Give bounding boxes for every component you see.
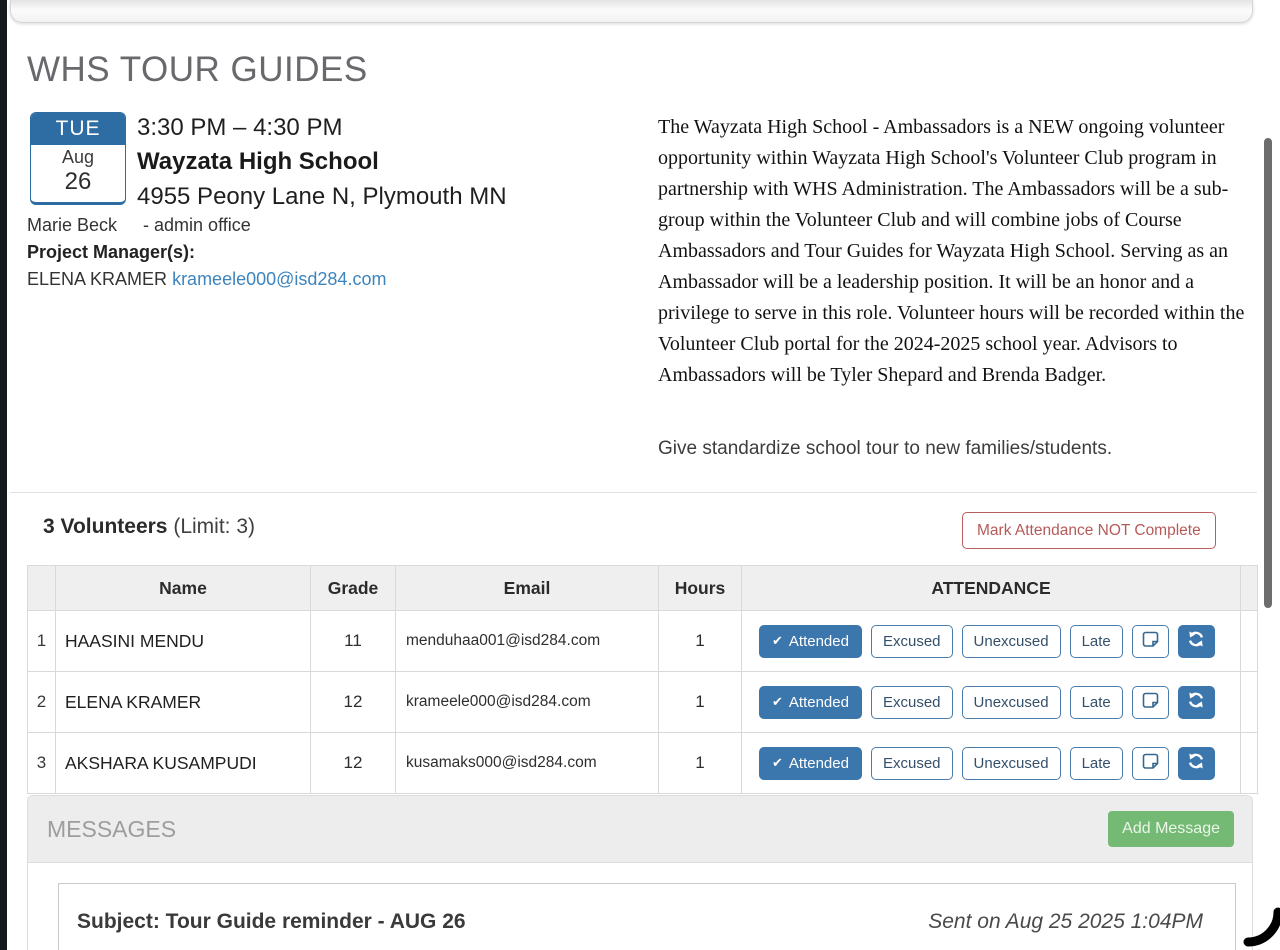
volunteer-name: AKSHARA KUSAMPUDI	[56, 733, 311, 794]
table-header-row	[28, 566, 1258, 611]
attended-button[interactable]: ✔ Attended	[759, 747, 862, 780]
header-name: Name	[56, 566, 311, 611]
row-number: 3	[28, 733, 56, 794]
table-row	[28, 672, 1258, 733]
check-icon: ✔	[772, 694, 783, 709]
check-icon: ✔	[772, 633, 783, 648]
note-icon	[1142, 753, 1159, 774]
page-title: WHS TOUR GUIDES	[27, 50, 368, 89]
header-row-number	[28, 566, 56, 611]
cursor-ink-mark	[1238, 898, 1280, 950]
left-edge-strip	[0, 0, 7, 950]
volunteer-email: krameele000@isd284.com	[396, 672, 659, 733]
contact-line	[27, 215, 251, 236]
message-subject: Subject: Tour Guide reminder - AUG 26	[77, 910, 466, 933]
event-info	[137, 111, 507, 214]
excused-button[interactable]: Excused	[871, 686, 953, 719]
row-spacer	[1241, 611, 1258, 672]
row-spacer	[1241, 672, 1258, 733]
note-button[interactable]	[1132, 625, 1169, 658]
sync-icon	[1187, 691, 1205, 713]
event-day: 26	[64, 168, 92, 195]
unexcused-button[interactable]: Unexcused	[962, 625, 1061, 658]
volunteer-hours: 1	[659, 611, 742, 672]
reset-attendance-button[interactable]	[1178, 686, 1215, 719]
project-manager-email-link[interactable]: krameele000@isd284.com	[172, 269, 387, 289]
collapsed-panel-edge	[10, 0, 1253, 23]
note-button[interactable]	[1132, 686, 1169, 719]
late-button[interactable]: Late	[1070, 625, 1123, 658]
event-day-abbr: TUE	[31, 113, 125, 145]
messages-panel	[27, 795, 1253, 950]
late-button[interactable]: Late	[1070, 686, 1123, 719]
volunteer-grade: 12	[311, 672, 396, 733]
header-spacer	[1241, 566, 1258, 611]
project-manager-name: ELENA KRAMER	[27, 269, 168, 289]
volunteers-table	[27, 565, 1258, 794]
table-row	[28, 611, 1258, 672]
volunteer-hours: 1	[659, 672, 742, 733]
vertical-scrollbar-thumb[interactable]	[1264, 138, 1272, 608]
unexcused-button[interactable]: Unexcused	[962, 686, 1061, 719]
row-number: 1	[28, 611, 56, 672]
event-date-badge	[30, 112, 126, 205]
contact-name: Marie Beck	[27, 215, 118, 235]
messages-title: MESSAGES	[47, 815, 177, 842]
reset-attendance-button[interactable]	[1178, 747, 1215, 780]
volunteers-limit: (Limit: 3)	[173, 515, 256, 538]
volunteer-grade: 12	[311, 733, 396, 794]
event-location-name: Wayzata High School	[137, 148, 379, 175]
event-month: Aug	[61, 147, 95, 167]
check-icon: ✔	[772, 755, 783, 770]
late-button[interactable]: Late	[1070, 747, 1123, 780]
volunteer-email: kusamaks000@isd284.com	[396, 733, 659, 794]
add-message-button[interactable]: Add Message	[1108, 811, 1234, 847]
note-icon	[1142, 692, 1159, 713]
volunteer-grade: 11	[311, 611, 396, 672]
messages-header	[28, 796, 1252, 863]
header-grade: Grade	[311, 566, 396, 611]
sync-icon	[1187, 752, 1205, 774]
message-sent-date: Sent on Aug 25 2025 1:04PM	[928, 910, 1203, 933]
volunteer-name: HAASINI MENDU	[56, 611, 311, 672]
message-card	[58, 883, 1236, 950]
event-description: The Wayzata High School - Ambassadors is a NEW ongoing volunteer opportunity within Wayzata High School's Volunteer Club program in partnership with WHS Administration. The Ambassadors will be a sub-group within the Volunteer Club and will combine jobs of Course Ambassadors and Tour Guides for Wayzata High School. Serving as an Ambassador will be a leadership position. It will be an honor and a privilege to serve in this role. Volunteer hours will be recorded within the Volunteer Club portal for the 2024-2025 school year. Advisors to Ambassadors will be Tyler Shepard and Brenda Badger.	[658, 116, 1245, 386]
volunteer-hours: 1	[659, 733, 742, 794]
mark-attendance-not-complete-button[interactable]: Mark Attendance NOT Complete	[962, 512, 1216, 549]
event-summary: Give standardize school tour to new families/students.	[658, 438, 1113, 459]
volunteer-email: menduhaa001@isd284.com	[396, 611, 659, 672]
header-attendance: ATTENDANCE	[742, 566, 1241, 611]
contact-note: - admin office	[143, 215, 251, 235]
event-address: 4955 Peony Lane N, Plymouth MN	[137, 183, 507, 210]
row-number: 2	[28, 672, 56, 733]
note-button[interactable]	[1132, 747, 1169, 780]
table-row	[28, 733, 1258, 794]
event-time-range: 3:30 PM – 4:30 PM	[137, 114, 343, 141]
unexcused-button[interactable]: Unexcused	[962, 747, 1061, 780]
volunteer-name: ELENA KRAMER	[56, 672, 311, 733]
excused-button[interactable]: Excused	[871, 625, 953, 658]
header-hours: Hours	[659, 566, 742, 611]
volunteers-count: 3 Volunteers	[43, 515, 168, 538]
volunteers-heading	[43, 515, 255, 539]
reset-attendance-button[interactable]	[1178, 625, 1215, 658]
row-spacer	[1241, 733, 1258, 794]
section-divider	[10, 492, 1257, 493]
attended-button[interactable]: ✔ Attended	[759, 686, 862, 719]
project-manager-label: Project Manager(s):	[27, 242, 196, 262]
sync-icon	[1187, 630, 1205, 652]
note-icon	[1142, 631, 1159, 652]
excused-button[interactable]: Excused	[871, 747, 953, 780]
header-email: Email	[396, 566, 659, 611]
attended-button[interactable]: ✔ Attended	[759, 625, 862, 658]
project-manager-line	[27, 269, 386, 290]
